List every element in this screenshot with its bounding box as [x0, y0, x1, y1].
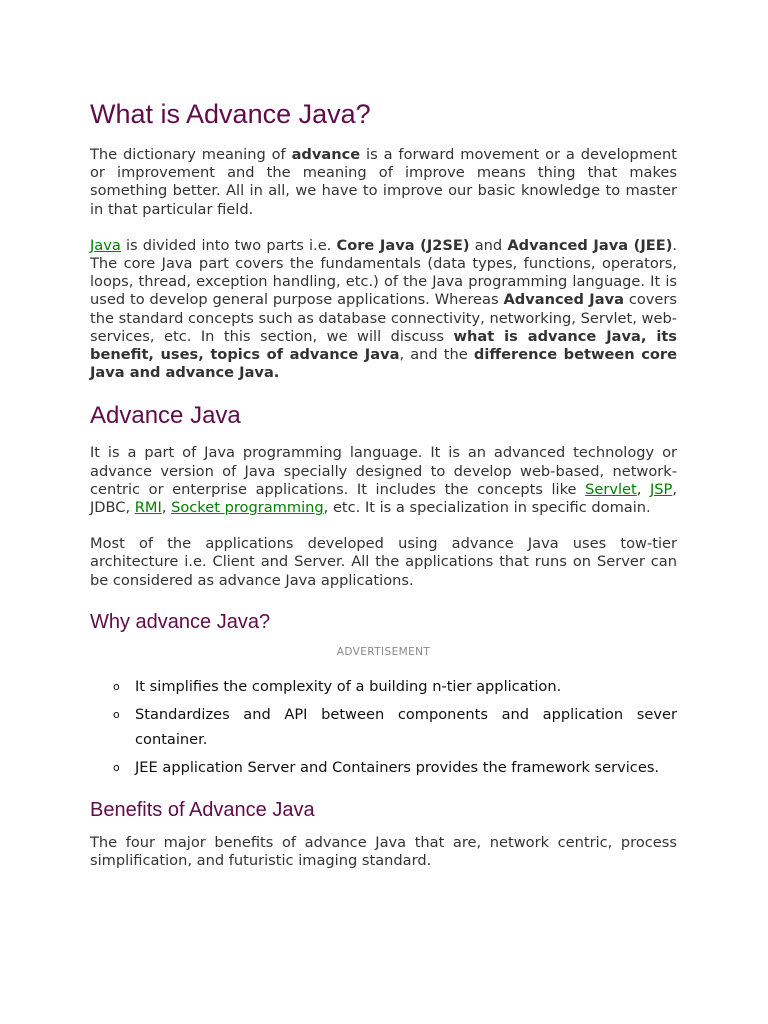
bold-text: Core Java (J2SE) [336, 236, 470, 254]
text-span: is a forward movement or a development or improvement and the meaning of improve means thing that makes something better. All in all, we have to improve our basic knowledge to master in that particular field. [90, 146, 677, 218]
bold-text: Advanced Java (JEE) [507, 236, 673, 254]
advance-java-heading: Advance Java [90, 402, 241, 430]
text-span: , [636, 480, 650, 498]
socket-programming-link[interactable]: Socket programming [171, 499, 324, 517]
bold-text: advance [291, 146, 361, 163]
list-item-text: It simplifies the complexity of a building n-tier application. [135, 677, 562, 695]
article [90, 96, 677, 888]
text-span: , etc. It is a specialization in specific domain. [323, 499, 651, 517]
text-span: and [469, 236, 508, 254]
list-item [90, 755, 677, 780]
benefits-heading: Benefits of Advance Java [90, 798, 315, 821]
advertisement-label: ADVERTISEMENT [336, 645, 431, 658]
text-span: It is a part of Java programming language. It is an advanced technology or advance version of Java specially designed to develop web-based, network-centric or enterprise applications. It includes the concepts like [90, 444, 677, 498]
text-span: , [161, 499, 172, 517]
page-title: What is Advance Java? [90, 99, 371, 129]
bold-text: Advanced Java [503, 291, 624, 309]
text-span: , and the [399, 346, 474, 364]
bullet-icon: o [113, 707, 120, 721]
intro-paragraph-1 [90, 146, 677, 219]
why-advance-java-heading: Why advance Java? [90, 610, 271, 633]
advance-java-paragraph-1 [90, 444, 677, 517]
text-span: covers the standard concepts such as database connectivity, networking, Servlet, web-services, etc. In this section, we will discuss [90, 291, 678, 345]
text-span: . The core Java part covers the fundamentals (data types, functions, operators, loops, thread, exception handling, etc.) of the Java programming language. It is used to develop general purpose applications. Whereas [90, 236, 678, 309]
text-span: is divided into two parts i.e. [120, 236, 337, 254]
bold-text: what is advance Java, its benefit, uses, topics of advance Java [90, 327, 677, 364]
intro-paragraph-2 [90, 237, 677, 383]
benefits-paragraph: The four major benefits of advance Java that are, network centric, process simplification, and futuristic imaging standard. [90, 833, 677, 870]
list-item-text: JEE application Server and Containers provides the framework services. [135, 758, 660, 776]
list-item [90, 702, 677, 752]
advance-java-paragraph-2: Most of the applications developed using advance Java uses tow-tier architecture i.e. Client and Server. All the applications that runs on Server can be considered as advance Java applications. [90, 535, 677, 589]
bullet-icon: o [113, 760, 120, 774]
servlet-link[interactable]: Servlet [585, 480, 637, 498]
java-link[interactable]: Java [90, 236, 121, 254]
text-span: , JDBC, [90, 480, 677, 517]
text-span: The dictionary meaning of [90, 146, 292, 163]
bold-text: difference between core Java and advance Java. [90, 346, 677, 382]
jsp-link[interactable]: JSP [649, 480, 673, 498]
bullet-icon: o [113, 679, 120, 693]
list-item [90, 674, 677, 699]
list-item-text: Standardizes and API between components and application sever container. [135, 705, 677, 748]
why-list [90, 674, 677, 780]
rmi-link[interactable]: RMI [134, 499, 162, 517]
